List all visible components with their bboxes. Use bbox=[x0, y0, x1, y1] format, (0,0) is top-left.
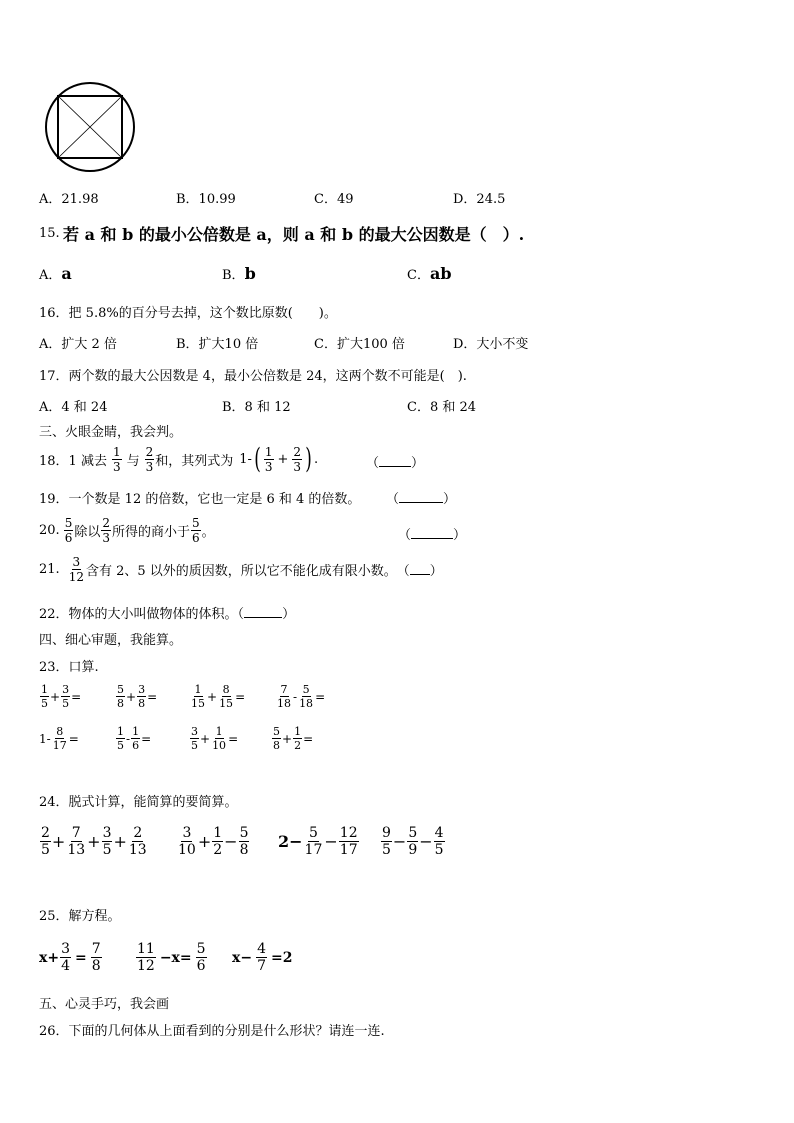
q24-title: 24．脱式计算，能简算的要简算。 bbox=[39, 795, 238, 810]
q26-question: 26．下面的几何体从上面看到的分别是什么形状？请连一连. bbox=[39, 1024, 385, 1039]
q25-title: 25．解方程。 bbox=[39, 909, 121, 924]
q21-number: 21. bbox=[39, 562, 60, 577]
q18-text-2: 与 bbox=[126, 453, 140, 469]
q16-option-d[interactable]: D．大小不变 bbox=[453, 337, 529, 352]
q21-fraction: $\frac{3}{12}$ bbox=[68, 555, 84, 584]
q15-option-c[interactable] bbox=[407, 264, 452, 283]
q14-option-b[interactable]: B．10.99 bbox=[176, 192, 236, 207]
q20-text-1: 除以 bbox=[74, 525, 101, 540]
section-4-heading: 四、细心审题，我能算。 bbox=[39, 633, 183, 648]
q21-line bbox=[39, 556, 443, 583]
q20-fraction-1: $\frac{5}{6}$ bbox=[64, 516, 73, 545]
q15-option-b-label: B． bbox=[222, 268, 245, 283]
q20-answer-blank[interactable]: （ ） bbox=[398, 528, 467, 543]
q21-text: 含有 2、5 以外的质因数，所以它不能化成有限小数。 bbox=[85, 564, 397, 579]
q18-text-3: 和，其列式为 bbox=[155, 453, 234, 469]
q14-option-a[interactable]: A．21.98 bbox=[39, 192, 99, 207]
q15-question: 若 a 和 b 的最小公倍数是 a，则 a 和 b 的最大公因数是（ ）. bbox=[63, 225, 525, 244]
q14-option-d[interactable]: D．24.5 bbox=[453, 192, 506, 207]
q18-text-1: 18．1 减去 bbox=[39, 453, 107, 469]
q20-fraction-2: $\frac{2}{3}$ bbox=[102, 516, 110, 545]
q20-text-2: 所得的商小于 bbox=[111, 525, 190, 540]
q18-answer-blank[interactable]: （ ） bbox=[366, 456, 425, 471]
q18-fraction-2: $\frac{2}{3}$ bbox=[145, 444, 154, 474]
q25-equation-2: $\frac{11}{12}$ −x= $\frac{5}{6}$ bbox=[137, 941, 206, 974]
q23-item-5: 1- $\frac{8}{17}$ = bbox=[39, 725, 79, 752]
q15-option-a-value: a bbox=[61, 264, 72, 283]
q15-option-b[interactable] bbox=[222, 264, 256, 283]
q16-option-a[interactable]: A．扩大 2 倍 bbox=[39, 337, 117, 352]
q18-expression: 1- ( $\frac{1}{3}$ + $\frac{2}{3}$ ) . bbox=[239, 442, 319, 475]
q19-question: 19．一个数是 12 的倍数，它也一定是 6 和 4 的倍数。 bbox=[39, 492, 361, 507]
q23-item-4: $\frac{7}{18}$ - $\frac{5}{18}$ = bbox=[277, 683, 326, 710]
section-5-heading: 五、心灵手巧，我会画 bbox=[39, 997, 170, 1012]
q15-option-b-value: b bbox=[244, 264, 256, 283]
q19-answer-blank[interactable]: （ ） bbox=[386, 492, 457, 507]
q15-option-c-value: ab bbox=[429, 264, 452, 283]
q20-text-3: 。 bbox=[201, 525, 215, 540]
q24-expression-2: $\frac{3}{10}$ + $\frac{1}{2}$ − $\frac{5}{8}$ bbox=[178, 825, 249, 858]
q16-question: 16．把 5.8%的百分号去掉，这个数比原数( )。 bbox=[39, 306, 337, 321]
q20-number: 20. bbox=[39, 523, 60, 538]
q15-option-a[interactable] bbox=[39, 264, 72, 283]
q23-item-7: $\frac{3}{5}$ + $\frac{1}{10}$ = bbox=[191, 725, 239, 752]
q24-expression-3: 2− $\frac{5}{17}$ − $\frac{12}{17}$ bbox=[278, 825, 358, 858]
q25-equation-3: x− $\frac{4}{7}$ =2 bbox=[232, 941, 293, 974]
q18-fraction-1: $\frac{1}{3}$ bbox=[112, 444, 121, 474]
q23-title: 23．口算. bbox=[39, 660, 99, 675]
q23-item-3: $\frac{1}{15}$ + $\frac{8}{15}$ = bbox=[191, 683, 246, 710]
q22-line bbox=[39, 603, 295, 622]
q20-line bbox=[39, 517, 215, 544]
q16-option-b[interactable]: B．扩大10 倍 bbox=[176, 337, 259, 352]
q17-option-c[interactable]: C．8 和 24 bbox=[407, 400, 477, 415]
q22-answer-blank[interactable]: （ ） bbox=[237, 607, 296, 622]
q17-option-b[interactable]: B．8 和 12 bbox=[222, 400, 291, 415]
q23-item-8: $\frac{5}{8}$ + $\frac{1}{2}$ = bbox=[273, 725, 314, 752]
q23-item-6: $\frac{1}{5}$ - $\frac{1}{6}$ = bbox=[117, 725, 152, 752]
circle-square-figure bbox=[38, 80, 142, 172]
q24-expression-1: $\frac{2}{5}$ + $\frac{7}{13}$ + $\frac{3}{5}$ + $\frac{2}{13}$ bbox=[41, 825, 147, 858]
q22-question: 22．物体的大小叫做物体的体积。 bbox=[39, 607, 238, 622]
q18-line bbox=[39, 442, 319, 475]
section-3-heading: 三、火眼金睛，我会判。 bbox=[39, 425, 183, 440]
q15-option-c-label: C． bbox=[407, 268, 430, 283]
q24-expression-4: $\frac{9}{5}$ − $\frac{5}{9}$ − $\frac{4}{5}$ bbox=[382, 825, 444, 858]
q17-option-a[interactable]: A．4 和 24 bbox=[39, 400, 108, 415]
q16-option-c[interactable]: C．扩大100 倍 bbox=[314, 337, 405, 352]
q15-option-a-label: A． bbox=[39, 268, 62, 283]
q20-fraction-3: $\frac{5}{6}$ bbox=[192, 516, 200, 545]
q17-question: 17．两个数的最大公因数是 4，最小公倍数是 24，这两个数不可能是( ). bbox=[39, 369, 467, 384]
q23-item-1: $\frac{1}{5}$ + $\frac{3}{5}$ = bbox=[41, 683, 82, 710]
q23-item-2: $\frac{5}{8}$ + $\frac{3}{8}$ = bbox=[117, 683, 158, 710]
q14-option-c[interactable]: C．49 bbox=[314, 192, 354, 207]
q25-equation-1: x+ $\frac{3}{4}$ = $\frac{7}{8}$ bbox=[39, 941, 101, 974]
q15-number: 15. bbox=[39, 226, 60, 241]
q21-answer-blank[interactable]: （ ） bbox=[396, 564, 443, 579]
